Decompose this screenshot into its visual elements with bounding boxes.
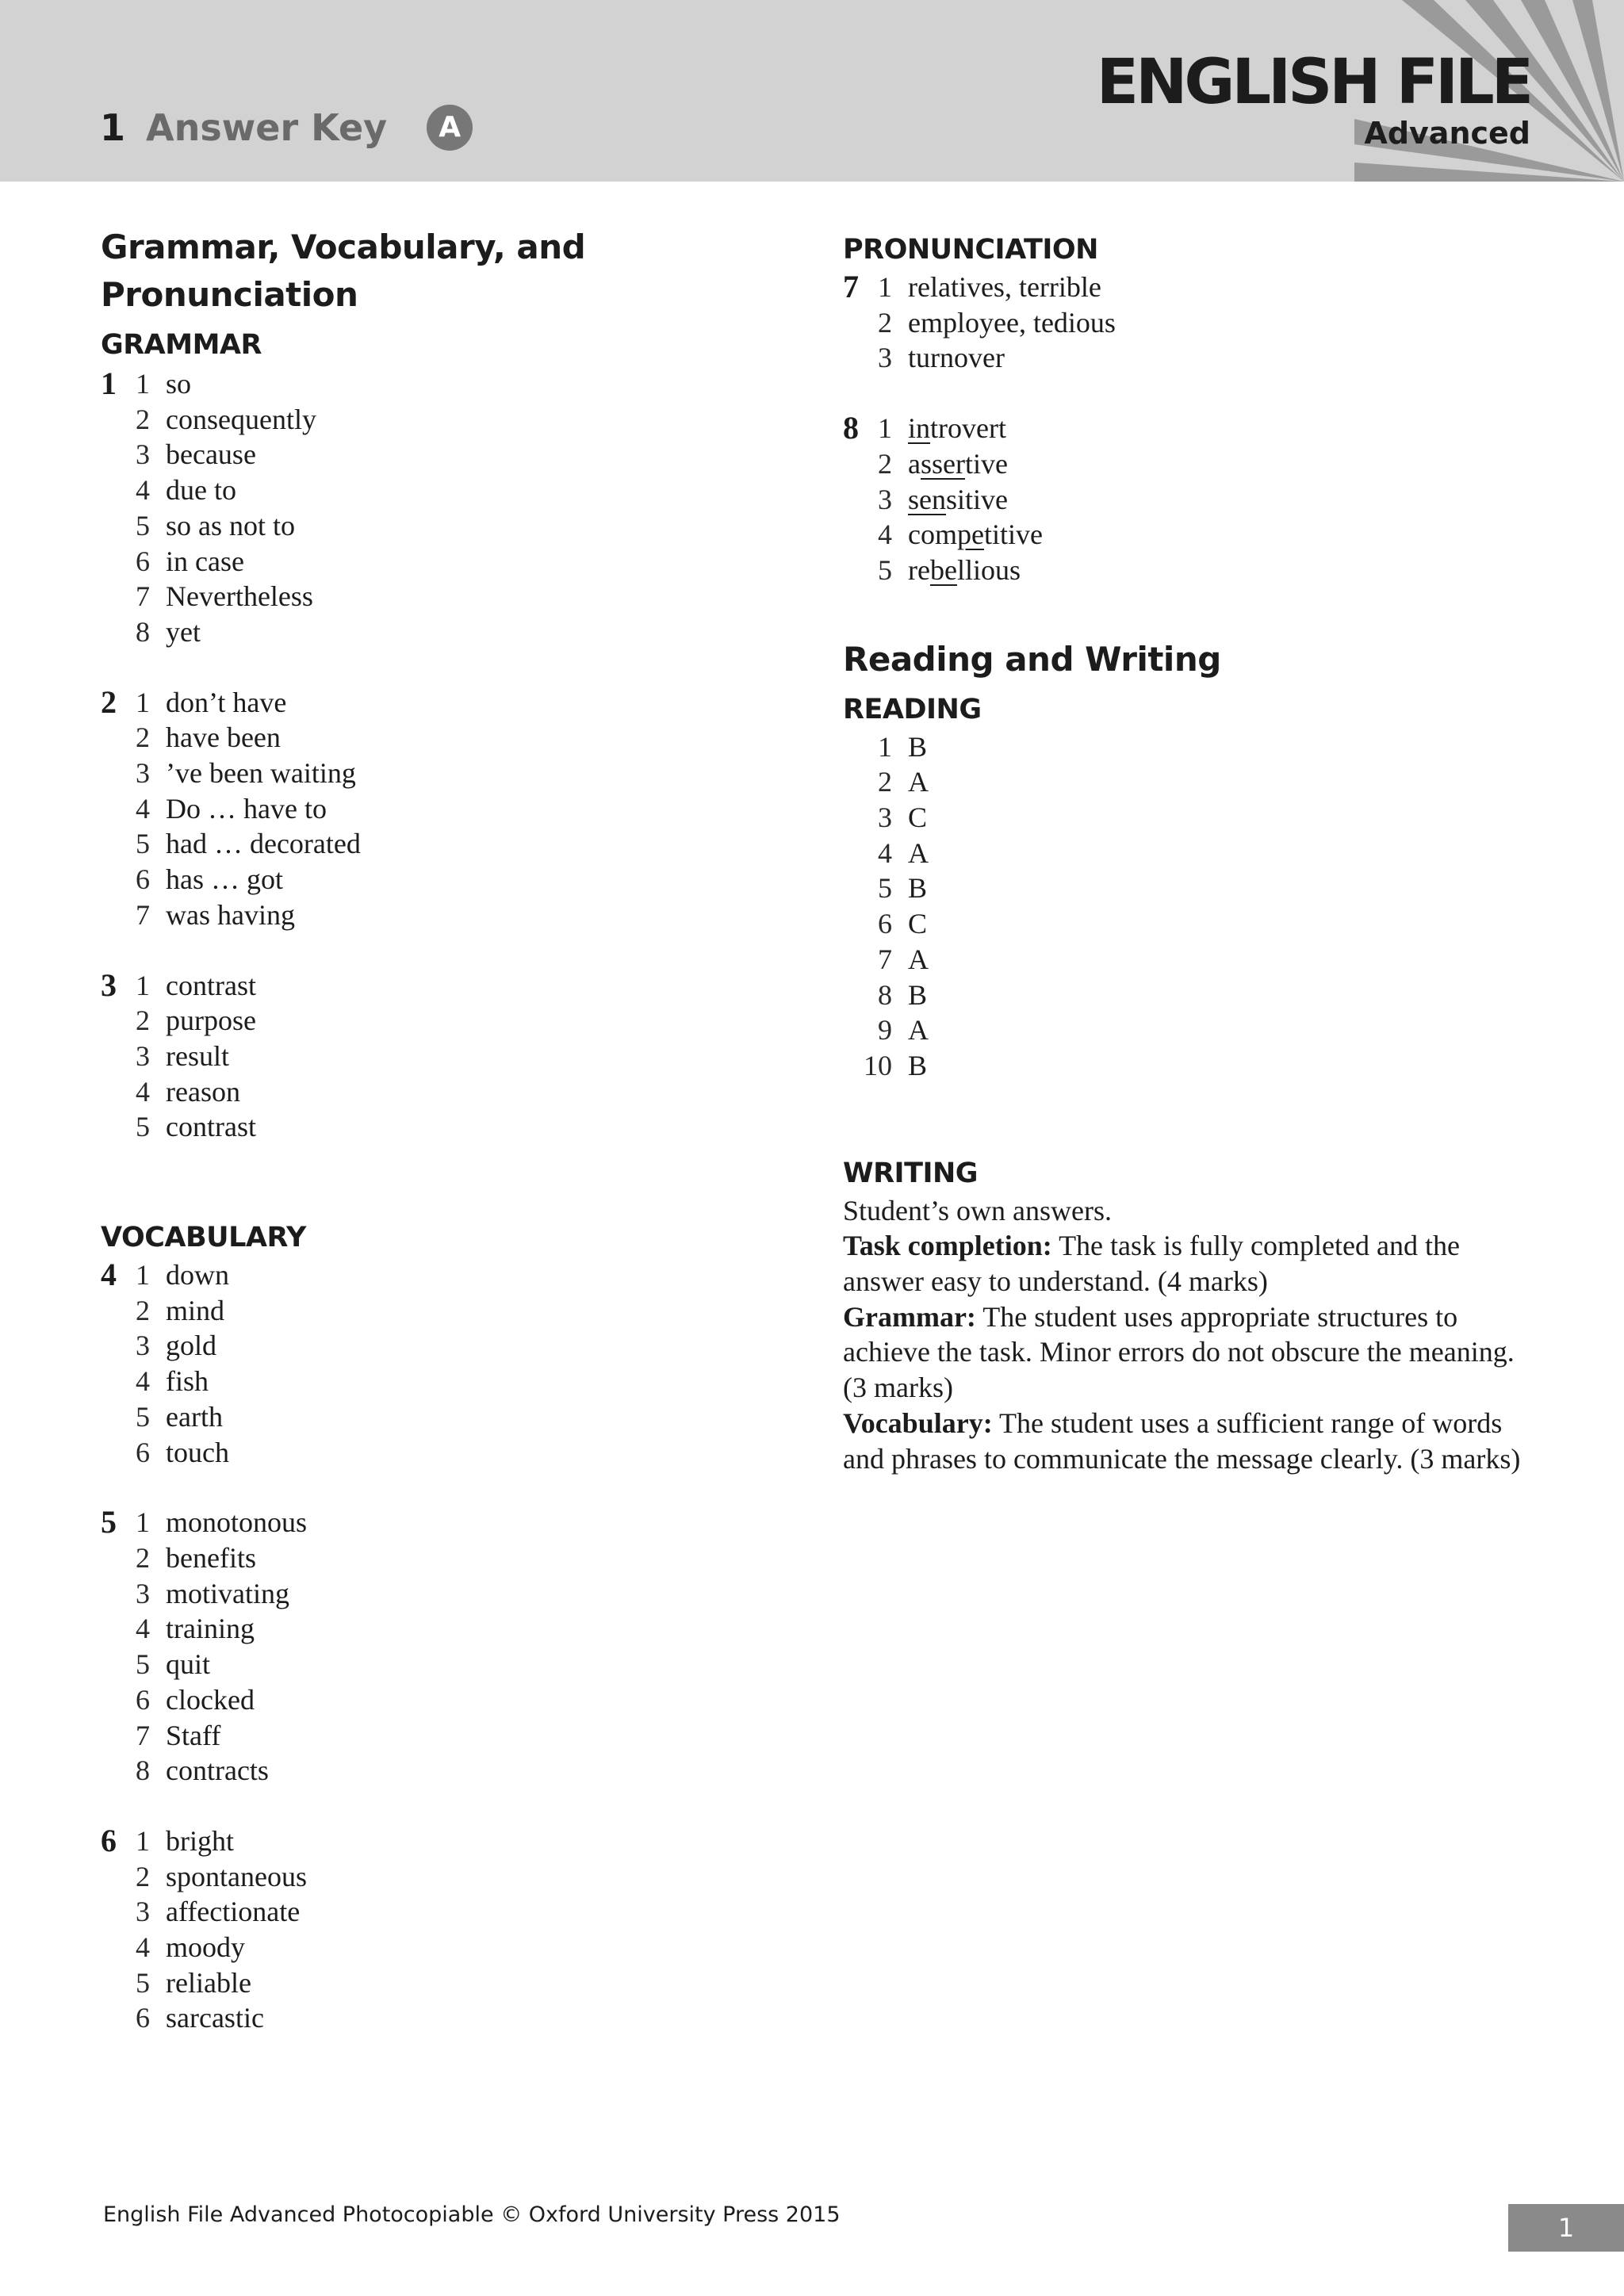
answer-item <box>101 1753 814 1789</box>
answer-text: monotonous <box>166 1506 308 1539</box>
answer-text: B <box>908 1049 928 1081</box>
answer-item <box>101 508 814 544</box>
item-number: 7 <box>136 1719 150 1751</box>
answer-text: ’ve been waiting <box>166 757 356 790</box>
item-number: 7 <box>136 580 150 613</box>
stressed-word <box>908 448 1008 480</box>
left-column <box>101 224 814 2036</box>
answer-text: B <box>908 978 928 1011</box>
answer-item <box>101 1003 814 1039</box>
exercise <box>101 968 814 1146</box>
item-number: 6 <box>878 908 892 940</box>
footer-copyright-text: Photocopiable © Oxford University Press 2015 <box>335 2202 841 2227</box>
answer-text: C <box>908 908 928 940</box>
item-number: 5 <box>136 509 150 541</box>
exercise <box>101 685 814 933</box>
answer-text: contracts <box>166 1755 269 1787</box>
answer-item <box>101 1682 814 1718</box>
answer-text: spontaneous <box>166 1860 307 1892</box>
answer-item <box>101 1293 814 1329</box>
answer-text: consequently <box>166 403 316 435</box>
exercise <box>101 1257 814 1470</box>
item-number: 7 <box>136 898 150 931</box>
answer-item <box>843 553 1541 588</box>
answer-item <box>843 446 1541 482</box>
answer-text: reliable <box>166 1966 251 1999</box>
item-number: 3 <box>878 483 892 515</box>
word-part: a <box>908 447 921 480</box>
task-completion-label: Task completion: <box>843 1230 1052 1262</box>
item-number: 1 <box>878 271 892 303</box>
answer-item <box>843 978 1541 1013</box>
answer-text: so <box>166 368 192 400</box>
item-number: 4 <box>136 474 150 507</box>
answer-item <box>101 1505 814 1540</box>
answer-text: in case <box>166 545 244 577</box>
item-number: 4 <box>136 1613 150 1645</box>
item-number: 4 <box>878 836 892 869</box>
answer-item <box>843 871 1541 906</box>
answer-text: reason <box>166 1075 240 1108</box>
answer-item <box>843 906 1541 942</box>
reading-heading: READING <box>843 693 982 725</box>
answer-text: B <box>908 730 928 763</box>
item-number: 4 <box>878 519 892 551</box>
answer-text: purpose <box>166 1004 256 1037</box>
answer-text: employee, tedious <box>908 306 1116 339</box>
answer-item <box>843 270 1541 305</box>
exercise-number: 5 <box>101 1504 117 1540</box>
answer-text: A <box>908 836 929 869</box>
answer-text: A <box>908 766 929 798</box>
item-number: 6 <box>136 545 150 577</box>
exercise <box>843 270 1541 376</box>
item-number: 1 <box>136 1259 150 1292</box>
item-number: 5 <box>136 1966 150 1999</box>
answer-item <box>101 1576 814 1612</box>
answer-text: due to <box>166 474 236 507</box>
answer-text: Do … have to <box>166 792 327 825</box>
answer-text: result <box>166 1039 229 1072</box>
answer-text: B <box>908 872 928 905</box>
item-number: 3 <box>136 1330 150 1362</box>
page-header <box>0 0 1624 182</box>
item-number: 1 <box>136 368 150 400</box>
answer-text: Staff <box>166 1719 221 1751</box>
answer-item <box>101 685 814 721</box>
word-part: tive <box>964 447 1008 480</box>
answer-item <box>101 720 814 756</box>
vocabulary-criteria-text: The student uses a sufficient range of words and phrases to communicate the message clearly. (3 marks) <box>843 1406 1521 1475</box>
grammar-heading: GRAMMAR <box>101 329 262 361</box>
grammar-criteria-text: The student uses appropriate structures to achieve the task. Minor errors do not obscure the meaning. (3 marks) <box>843 1300 1515 1404</box>
stressed-word <box>908 484 1008 515</box>
item-number: 6 <box>136 863 150 896</box>
footer-copyright <box>103 2202 841 2227</box>
answer-text: touch <box>166 1436 229 1468</box>
answer-item <box>101 1823 814 1859</box>
stressed-word <box>908 412 1006 444</box>
unit-title <box>100 105 473 151</box>
answer-item <box>101 791 814 827</box>
answer-item <box>101 1859 814 1895</box>
answer-item <box>101 1647 814 1682</box>
answer-item <box>843 411 1541 446</box>
item-number: 3 <box>878 342 892 374</box>
item-number: 1 <box>878 412 892 445</box>
answer-text: turnover <box>908 342 1005 374</box>
answer-item <box>101 862 814 897</box>
answer-item <box>101 614 814 650</box>
answer-item <box>101 1039 814 1074</box>
item-number: 3 <box>136 1896 150 1928</box>
answer-text: gold <box>166 1330 217 1362</box>
word-part: titive <box>983 519 1043 551</box>
answer-item <box>101 1399 814 1435</box>
word-part: llious <box>956 553 1021 586</box>
version-badge: A <box>427 105 473 151</box>
exercise-number: 1 <box>101 365 117 401</box>
stressed-word <box>908 519 1043 550</box>
answer-item <box>843 1048 1541 1084</box>
answer-item <box>843 800 1541 836</box>
page-number: 1 <box>1508 2204 1624 2252</box>
stressed-syllable: in <box>908 412 931 445</box>
answer-text: has … got <box>166 863 283 896</box>
answer-text: quit <box>166 1648 211 1681</box>
item-number: 10 <box>864 1049 892 1081</box>
answer-text: was having <box>166 898 295 931</box>
answer-item <box>101 1328 814 1364</box>
answer-item <box>101 1965 814 2001</box>
word-part: trovert <box>930 412 1006 445</box>
item-number: 2 <box>136 1294 150 1326</box>
word-part: sitive <box>946 483 1008 515</box>
answer-text: so as not to <box>166 509 296 541</box>
reading-answers <box>843 729 1541 1084</box>
answer-item <box>843 340 1541 376</box>
answer-text: A <box>908 943 929 975</box>
exercise-number: 6 <box>101 1822 117 1858</box>
word-part: re <box>908 553 930 586</box>
grammar-criteria-label: Grammar: <box>843 1300 976 1333</box>
item-number: 5 <box>136 1400 150 1433</box>
answer-item <box>843 482 1541 518</box>
item-number: 2 <box>136 1004 150 1037</box>
item-number: 3 <box>136 438 150 471</box>
answer-text: had … decorated <box>166 828 361 860</box>
answer-text: motivating <box>166 1577 289 1609</box>
item-number: 2 <box>136 721 150 754</box>
answer-item <box>843 729 1541 765</box>
stressed-syllable: pe <box>956 519 984 551</box>
answer-text: contrast <box>166 1111 256 1143</box>
answer-item <box>101 2000 814 2036</box>
stressed-syllable: sen <box>908 483 946 515</box>
item-number: 6 <box>136 2002 150 2034</box>
answer-item <box>843 764 1541 800</box>
answer-item <box>101 437 814 473</box>
section-title-reading-writing: Reading and Writing <box>843 639 1221 679</box>
exercise <box>101 1823 814 2036</box>
answer-item <box>101 968 814 1004</box>
item-number: 4 <box>136 1075 150 1108</box>
item-number: 6 <box>136 1683 150 1716</box>
stressed-syllable: be <box>929 553 957 586</box>
answer-text: contrast <box>166 969 256 1001</box>
answer-text: benefits <box>166 1541 256 1574</box>
item-number: 3 <box>136 757 150 790</box>
item-number: 6 <box>136 1436 150 1468</box>
footer-brand: English File Advanced <box>103 2202 336 2227</box>
writing-intro: Student’s own answers. <box>843 1194 1112 1226</box>
answer-text: bright <box>166 1824 234 1857</box>
item-number: 8 <box>136 615 150 648</box>
answer-text: don’t have <box>166 686 287 718</box>
exercise-number: 8 <box>843 410 859 446</box>
answer-item <box>101 1109 814 1145</box>
item-number: 4 <box>136 1931 150 1964</box>
word-part: com <box>908 519 957 551</box>
item-number: 2 <box>878 447 892 480</box>
answer-text: sarcastic <box>166 2002 264 2034</box>
answer-item <box>101 1257 814 1293</box>
item-number: 2 <box>878 766 892 798</box>
answer-item <box>101 402 814 438</box>
exercise-number: 4 <box>101 1257 117 1293</box>
answer-text: affectionate <box>166 1896 301 1928</box>
pronunciation-heading: PRONUNCIATION <box>843 234 1098 266</box>
answer-text: down <box>166 1259 229 1292</box>
item-number: 5 <box>878 553 892 586</box>
unit-number: 1 <box>100 106 126 149</box>
vocabulary-heading: VOCABULARY <box>101 1222 306 1254</box>
item-number: 2 <box>136 1860 150 1892</box>
item-number: 4 <box>136 792 150 825</box>
item-number: 1 <box>136 686 150 718</box>
item-number: 3 <box>136 1039 150 1072</box>
answer-text: Nevertheless <box>166 580 313 613</box>
brand-title: ENGLISH FILE <box>1096 47 1530 118</box>
item-number: 4 <box>136 1365 150 1398</box>
item-number: 2 <box>878 306 892 339</box>
exercise-number: 3 <box>101 966 117 1003</box>
answer-item <box>101 1930 814 1965</box>
answer-item <box>101 1611 814 1647</box>
item-number: 1 <box>136 1824 150 1857</box>
answer-item <box>843 836 1541 871</box>
answer-item <box>101 1364 814 1399</box>
section-title-gvp: Grammar, Vocabulary, and Pronunciation <box>101 228 586 314</box>
answer-item <box>843 942 1541 978</box>
answer-text: mind <box>166 1294 225 1326</box>
answer-text: yet <box>166 615 201 648</box>
stressed-syllable: sser <box>920 447 965 480</box>
item-number: 3 <box>878 802 892 834</box>
answer-text: have been <box>166 721 281 754</box>
brand-level: Advanced <box>1364 116 1530 151</box>
answer-item <box>101 826 814 862</box>
answer-text: C <box>908 802 928 834</box>
answer-text: A <box>908 1014 929 1047</box>
answer-item <box>101 1718 814 1754</box>
exercise-number: 2 <box>101 683 117 720</box>
answer-item <box>101 897 814 933</box>
item-number: 9 <box>878 1014 892 1047</box>
answer-text: fish <box>166 1365 209 1398</box>
answer-item <box>843 517 1541 553</box>
item-number: 8 <box>878 978 892 1011</box>
item-number: 1 <box>878 730 892 763</box>
exercise-number: 7 <box>843 269 859 304</box>
exercise <box>101 366 814 650</box>
answer-text: moody <box>166 1931 246 1964</box>
item-number: 8 <box>136 1755 150 1787</box>
answer-item <box>101 473 814 508</box>
item-number: 2 <box>136 403 150 435</box>
answer-item <box>843 1012 1541 1048</box>
answer-item <box>101 1435 814 1471</box>
answer-key-label: Answer Key <box>146 106 388 149</box>
answer-text: clocked <box>166 1683 255 1716</box>
answer-item <box>101 1540 814 1576</box>
vocabulary-criteria-label: Vocabulary: <box>843 1406 993 1439</box>
answer-item <box>101 579 814 614</box>
brand-logo <box>1096 47 1530 151</box>
item-number: 5 <box>136 828 150 860</box>
answer-item <box>101 544 814 580</box>
item-number: 7 <box>878 943 892 975</box>
stressed-word <box>908 554 1021 586</box>
answer-item <box>101 756 814 791</box>
answer-text: because <box>166 438 256 471</box>
writing-heading: WRITING <box>843 1157 978 1189</box>
item-number: 5 <box>136 1648 150 1681</box>
writing-criteria <box>843 1193 1541 1477</box>
exercise <box>101 1505 814 1789</box>
item-number: 5 <box>136 1111 150 1143</box>
item-number: 3 <box>136 1577 150 1609</box>
item-number: 2 <box>136 1541 150 1574</box>
answer-item <box>101 1074 814 1110</box>
item-number: 1 <box>136 969 150 1001</box>
item-number: 5 <box>878 872 892 905</box>
answer-item <box>101 1894 814 1930</box>
exercise-stress <box>843 411 1541 588</box>
item-number: 1 <box>136 1506 150 1539</box>
task-completion-text: The task is fully completed and the answer easy to understand. (4 marks) <box>843 1230 1460 1298</box>
answer-text: training <box>166 1613 255 1645</box>
answer-text: earth <box>166 1400 223 1433</box>
answer-text: relatives, terrible <box>908 271 1101 303</box>
answer-item <box>843 305 1541 341</box>
right-column <box>843 224 1541 1476</box>
answer-item <box>101 366 814 402</box>
